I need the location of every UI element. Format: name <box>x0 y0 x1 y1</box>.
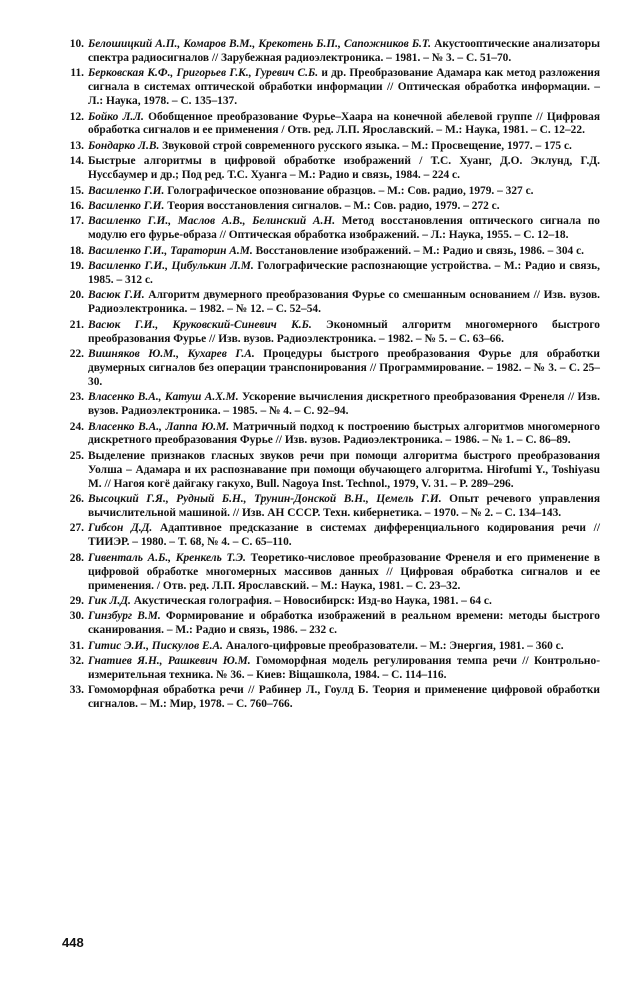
reference-item <box>60 215 600 243</box>
reference-number: 15. <box>69 184 84 197</box>
reference-item <box>60 450 600 492</box>
reference-body <box>88 245 600 259</box>
reference-authors: Василенко Г.И. <box>88 184 165 197</box>
reference-text: и др. Преобразование Адамара как метод разложения сигнала в системах оптической обработки информации // Оптическая обработка информации. – Л.: Наука, 1978. – С. 135–137. <box>88 67 600 108</box>
reference-authors: Василенко Г.И. <box>88 199 165 212</box>
reference-text: Теоретико-числовое преобразование Френеля и его применение в цифровой обработке многомерных массивов данных // Цифровая обработка сигналов и ее применения. / Отв. ред. Л.П. Ярославский. – М.: Наука, 1981. – С. 23–32. <box>88 551 600 592</box>
reference-body <box>88 200 600 214</box>
reference-text: Матричный подход к построению быстрых алгоритмов многомерного дискретного преобразования Фурье // Изв. вузов. Радиоэлектроника. – 1986. – № 1. – С. 86–89. <box>88 420 600 447</box>
reference-number: 26. <box>69 493 84 506</box>
reference-item <box>60 552 600 594</box>
reference-body <box>88 610 600 638</box>
reference-number: 16. <box>69 199 84 212</box>
reference-body <box>88 155 600 183</box>
reference-number: 21. <box>69 318 84 331</box>
reference-number: 32. <box>69 655 84 668</box>
reference-item <box>60 655 600 683</box>
reference-number: 30. <box>69 610 84 623</box>
page-number: 448 <box>62 935 84 950</box>
reference-body <box>88 185 600 199</box>
reference-item <box>60 493 600 521</box>
reference-text: Аналого-цифровые преобразователи. – М.: Энергия, 1981. – 360 с. <box>222 639 564 652</box>
reference-number: 24. <box>69 420 84 433</box>
reference-item <box>60 595 600 609</box>
reference-item <box>60 245 600 259</box>
reference-number: 27. <box>69 522 84 535</box>
reference-authors: Василенко Г.И., Цибулькин Л.М. <box>88 260 254 273</box>
reference-body <box>88 67 600 109</box>
reference-body <box>88 260 600 288</box>
reference-item <box>60 140 600 154</box>
reference-authors: Вишняков Ю.М., Кухарев Г.А. <box>88 348 255 361</box>
reference-number: 23. <box>69 391 84 404</box>
reference-text: Формирование и обработка изображений в реальном времени: методы быстрого сканирования. – М.: Радио и связь, 1986. – 232 с. <box>88 610 601 637</box>
reference-number: 13. <box>69 139 84 152</box>
reference-authors: Васюк Г.И. <box>88 289 145 302</box>
reference-body <box>88 522 600 550</box>
reference-number: 11. <box>70 67 84 80</box>
reference-list <box>60 38 600 712</box>
reference-authors: Гинзбург В.М. <box>88 610 161 623</box>
reference-text: Метод восстановления оптического сигнала по модулю его фурье-образа // Оптическая обработка изображений. – Л.: Наука, 1955. – С. 12–18. <box>88 215 600 242</box>
reference-authors: Гивенталь А.Б., Кренкель Т.Э. <box>88 551 246 564</box>
reference-number: 33. <box>69 684 84 697</box>
reference-item <box>60 289 600 317</box>
reference-number: 19. <box>69 260 84 273</box>
reference-number: 14. <box>69 155 84 168</box>
reference-body <box>88 391 600 419</box>
reference-body <box>88 595 600 609</box>
reference-authors: Гик Л.Д. <box>88 594 131 607</box>
reference-authors: Белошицкий А.П., Комаров В.М., Крекотень Б.П., Сапожников Б.Т. <box>88 38 431 50</box>
reference-item <box>60 185 600 199</box>
reference-body <box>88 640 600 654</box>
reference-text: Процедуры быстрого преобразования Фурье для обработки двумерных сигналов без операции транспонирования // Программирование. – 1982. – № 3. – С. 25–30. <box>88 348 600 388</box>
reference-body <box>88 348 600 390</box>
reference-authors: Власенко В.А., Лаппа Ю.М. <box>88 420 230 433</box>
reference-body <box>88 552 600 594</box>
reference-authors: Гитис Э.И., Пискулов Е.А. <box>88 639 223 652</box>
reference-item <box>60 260 600 288</box>
reference-text: Гомоморфная модель регулирования темпа речи // Контрольно-измерительная техника. № 36. – Киев: Віщашкола, 1984. – С. 114–116. <box>88 655 600 681</box>
reference-authors: Высоцкий Г.Я., Рудный Б.Н., Трунин-Донской В.Н., Цемель Г.И. <box>88 493 442 506</box>
reference-authors: Власенко В.А., Катуш А.Х.М. <box>88 391 239 404</box>
reference-text: Акустическая голография. – Новосибирск: Изд-во Наука, 1981. – 64 с. <box>130 594 492 607</box>
reference-text: Голографическое опознование образцов. – М.: Сов. радио, 1979. – 327 с. <box>164 184 534 197</box>
reference-number: 31. <box>69 639 84 652</box>
reference-body <box>88 38 600 66</box>
reference-text: Экономный алгоритм многомерного быстрого преобразования Фурье // Изв. вузов. Радиоэлектроника. – 1982. – № 5. – С. 63–66. <box>88 318 600 345</box>
reference-text: Голографические распознающие устройства. – М.: Радио и связь, 1985. – 312 с. <box>88 260 600 286</box>
reference-item <box>60 348 600 390</box>
reference-authors: Василенко Г.И., Маслов А.В., Белинский А.Н. <box>88 215 336 228</box>
reference-item <box>60 67 600 109</box>
reference-text: Ускорение вычисления дискретного преобразования Френеля // Изв. вузов. Радиоэлектроника. – 1985. – № 4. – С. 92–94. <box>88 391 600 418</box>
reference-number: 10. <box>69 38 84 50</box>
reference-body <box>88 450 600 492</box>
reference-authors: Гибсон Д.Д. <box>88 522 153 535</box>
reference-authors: Гнатиев Я.Н., Рашкевич Ю.М. <box>88 655 251 668</box>
reference-body <box>88 493 600 521</box>
reference-body <box>88 140 600 154</box>
reference-item <box>60 155 600 183</box>
reference-body <box>88 655 600 683</box>
reference-number: 12. <box>69 110 84 123</box>
reference-number: 25. <box>69 449 84 462</box>
reference-text: Гомоморфная обработка речи // Рабинер Л., Гоулд Б. Теория и применение цифровой обработки сигналов. – М.: Мир, 1978. – С. 760–766. <box>88 684 600 711</box>
reference-text: Восстановление изображений. – М.: Радио и связь, 1986. – 304 с. <box>252 244 584 257</box>
reference-body <box>88 289 600 317</box>
reference-body <box>88 684 600 712</box>
reference-authors: Берковская К.Ф., Григорьев Г.К., Гуревич С.Б. <box>88 67 319 80</box>
reference-body <box>88 215 600 243</box>
reference-body <box>88 319 600 347</box>
reference-text: Опыт речевого управления вычислительной машиной. // Изв. АН СССР. Техн. кибернетика. – 1970. – № 2. – С. 134–143. <box>88 493 600 519</box>
reference-body <box>88 421 600 449</box>
reference-authors: Васюк Г.И., Круковский-Синевич К.Б. <box>88 318 312 331</box>
reference-text: Алгоритм двумерного преобразования Фурье со смешанным основанием // Изв. вузов. Радиоэлектроника. – 1982. – № 12. – С. 52–54. <box>88 289 600 316</box>
reference-item <box>60 391 600 419</box>
reference-number: 22. <box>69 348 84 361</box>
reference-number: 20. <box>69 289 84 302</box>
reference-number: 17. <box>69 215 84 228</box>
reference-text: Акустооптические анализаторы спектра радиосигналов // Зарубежная радиоэлектроника. – 1981. – № 3. – С. 51–70. <box>88 38 600 64</box>
reference-item <box>60 111 600 139</box>
reference-number: 28. <box>69 551 84 564</box>
reference-item <box>60 610 600 638</box>
reference-item <box>60 319 600 347</box>
bibliography-page <box>60 38 600 714</box>
reference-item <box>60 684 600 712</box>
reference-text: Теория восстановления сигналов. – М.: Сов. радио, 1979. – 272 с. <box>164 199 500 212</box>
reference-item <box>60 421 600 449</box>
reference-text: Обобщенное преобразование Фурье–Хаара на конечной абелевой группе // Цифровая обработка сигналов и ее применения / Отв. ред. Л.П. Ярославский. – М.: Наука, 1981. – С. 12–22. <box>88 110 600 137</box>
reference-number: 29. <box>69 594 84 607</box>
reference-text: Звуковой строй современного русского языка. – М.: Просвещение, 1977. – 175 с. <box>159 139 572 152</box>
reference-item <box>60 38 600 66</box>
reference-item <box>60 640 600 654</box>
reference-text: Адаптивное предсказание в системах дифференциального кодирования речи // ТИИЭР. – 1980. – Т. 68, № 4. – С. 65–110. <box>88 522 600 549</box>
reference-authors: Василенко Г.И., Тараторин А.М. <box>88 244 253 257</box>
reference-item <box>60 200 600 214</box>
reference-text: Выделение признаков гласных звуков речи при помощи алгоритма быстрого преобразования Уолша – Адамара и их распознавание при помощи обучающего алгоритма. Hirofumi Y., Toshiyasu M. // Нагоя когё дайгаку гакухо, Bull. Nagoya Inst. Technol., 1979, V. 31. – P. 289–296. <box>88 449 600 490</box>
reference-body <box>88 111 600 139</box>
reference-text: Быстрые алгоритмы в цифровой обработке изображений / Т.С. Хуанг, Д.О. Эклунд, Г.Д. Нуссбаумер и др.; Под ред. Т.С. Хуанга – М.: Радио и связь, 1984. – 224 с. <box>88 155 600 182</box>
reference-authors: Бойко Л.Л. <box>88 110 144 123</box>
reference-item <box>60 522 600 550</box>
reference-number: 18. <box>69 244 84 257</box>
reference-authors: Бондарко Л.В. <box>88 139 160 152</box>
